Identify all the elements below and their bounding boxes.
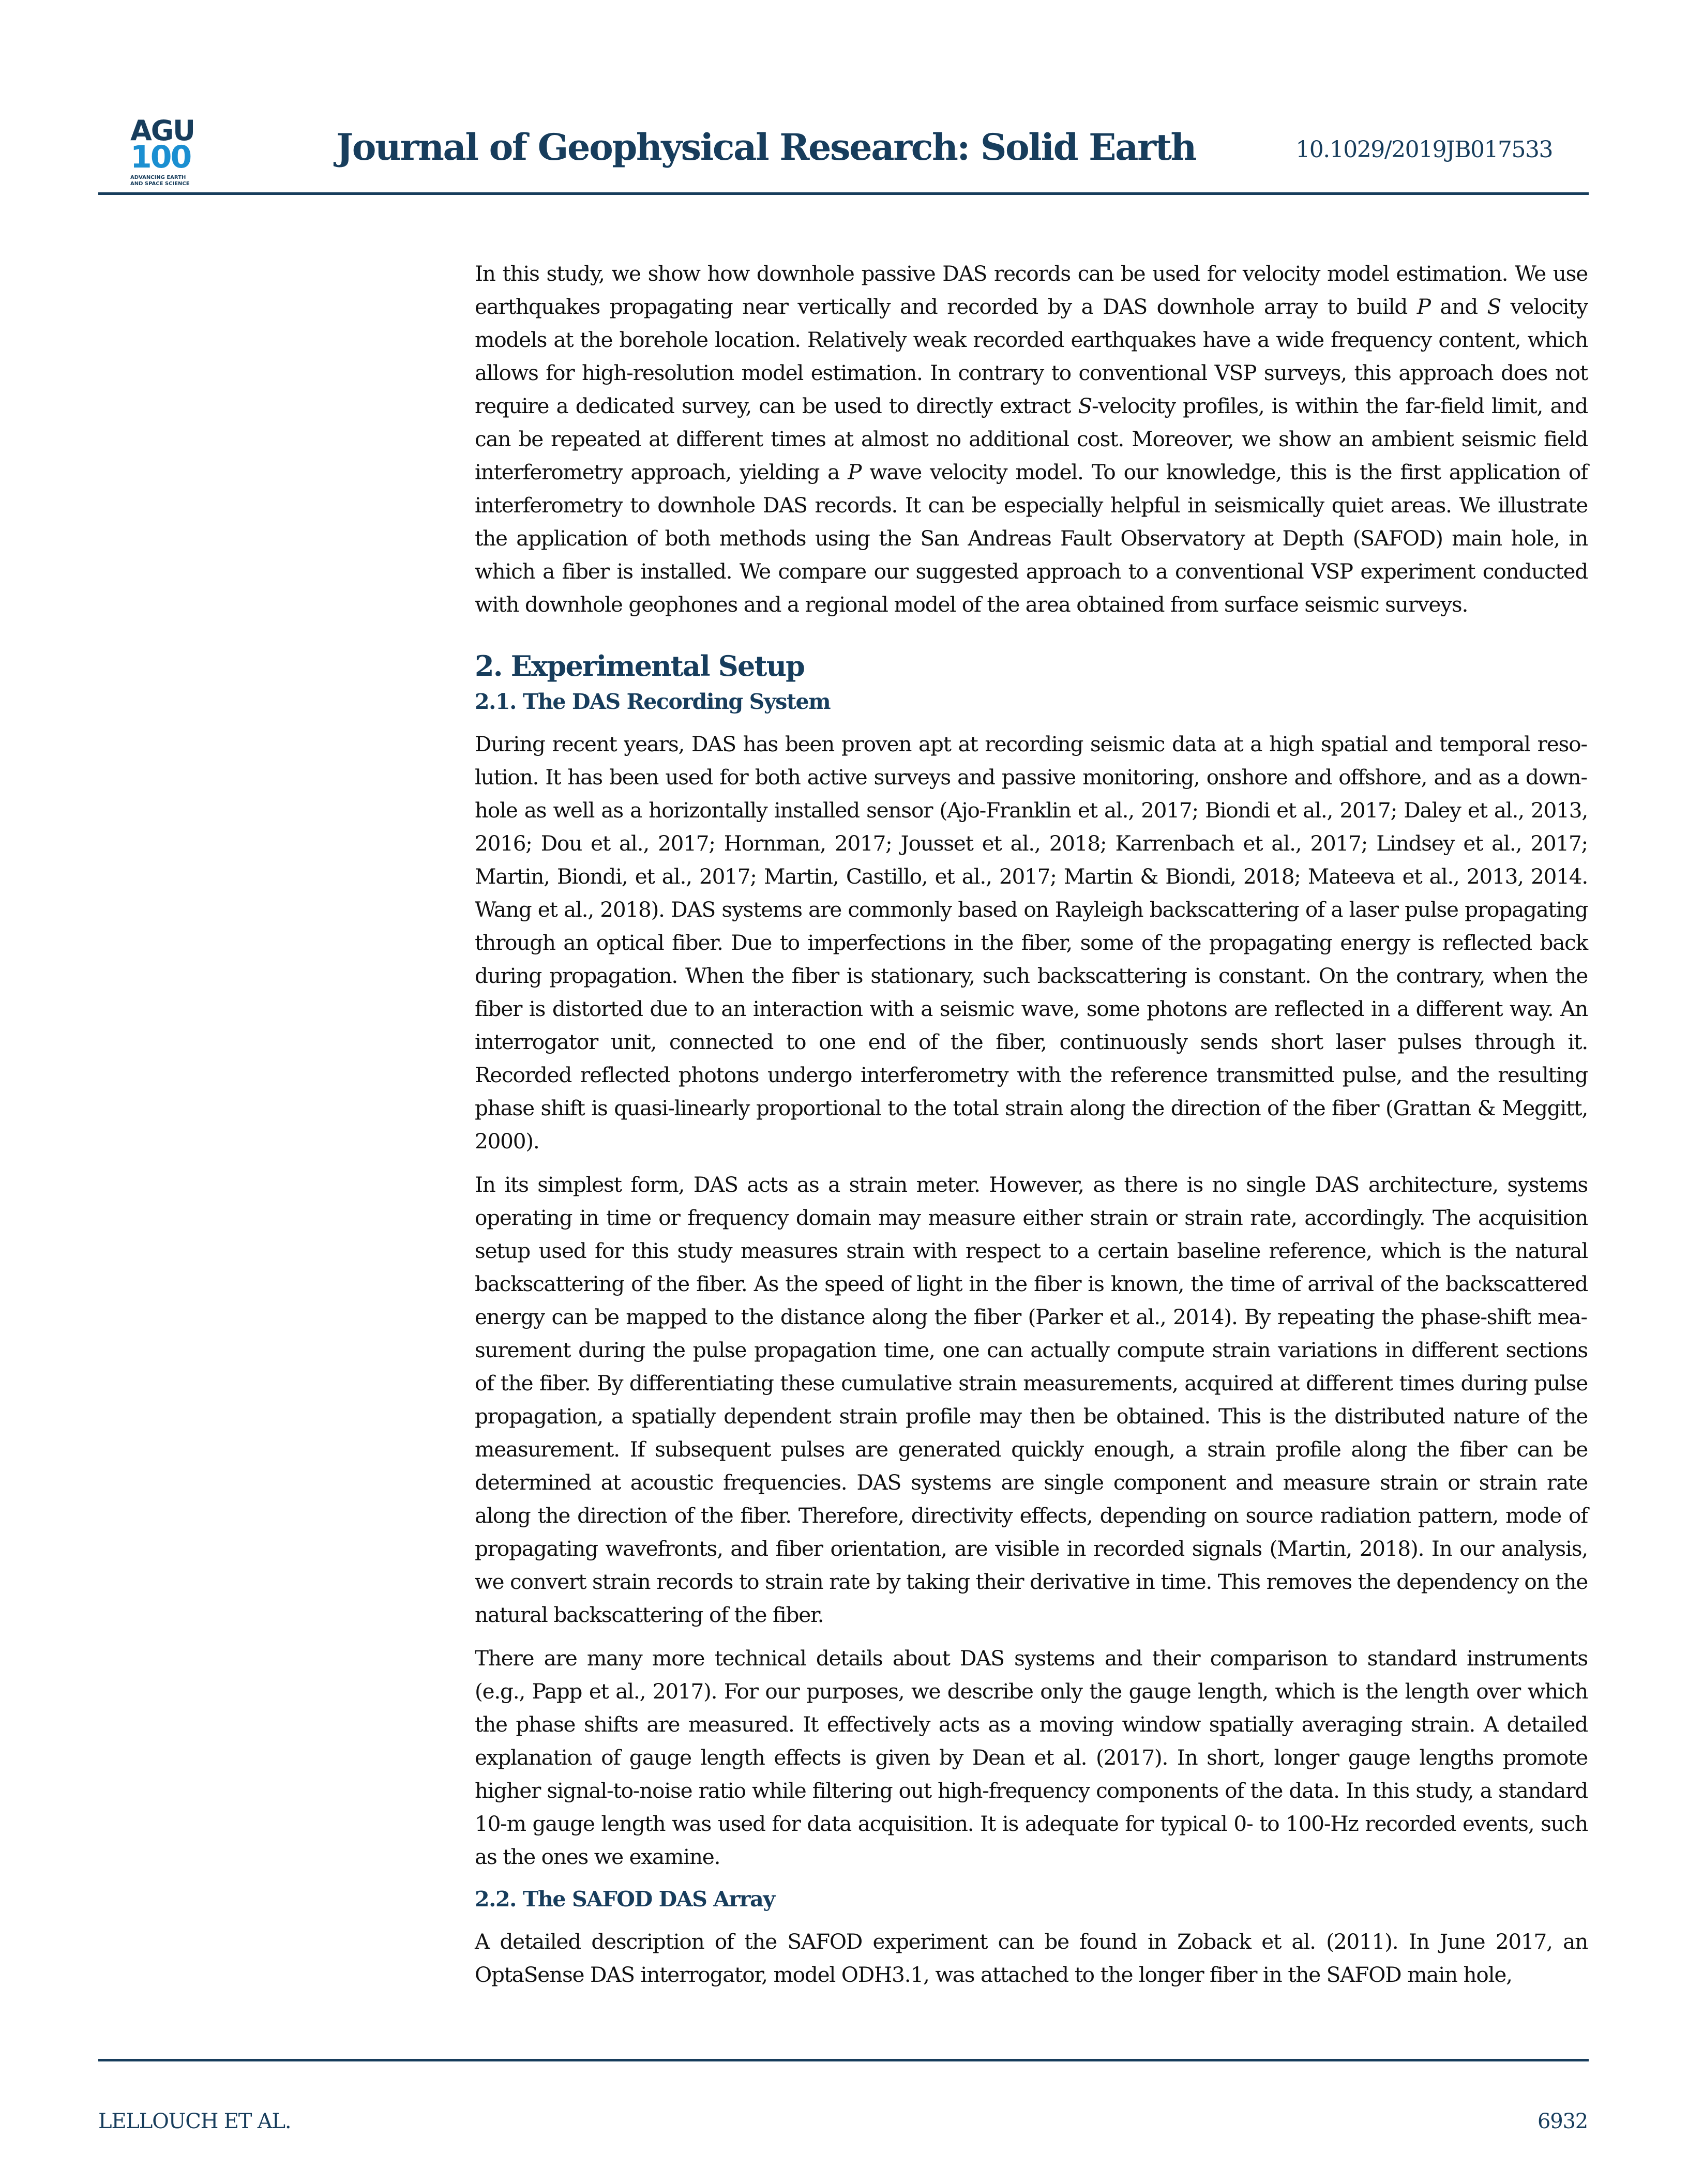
text-run: In this study, we show how downhole passive DAS records can be used for velocity model estimation. We use earthquakes propagating near vertically and recorded by a DAS downhole array to build [475, 261, 1588, 319]
italic-symbol: P [848, 460, 862, 484]
italic-symbol: P [1416, 294, 1430, 319]
logo-tagline-2: AND SPACE SCIENCE [130, 181, 190, 187]
intro-paragraph [475, 257, 1588, 621]
logo-tagline-1: ADVANCING EARTH [130, 175, 186, 180]
text-run: velocity models at the borehole location. Relatively weak recorded earthquakes have a wide frequency content, which allows for high-resolution model estimation. In contrary to conventional VSP surveys, this approach does not require a dedicated survey, can be used to directly extract [475, 294, 1588, 418]
italic-symbol: S [1078, 393, 1092, 418]
text-run: wave velocity model. To our knowledge, this is the first application of interferometry to downhole DAS records. It can be especially helpful in seismically quiet areas. We illustrate the application of both methods using the San Andreas Fault Observatory at Depth (SAFOD) main hole, in which a fiber is installed. We compare our suggested approach to a conventional VSP experiment conducted with downhole geophones and a regional model of the area obtained from surface seismic surveys. [475, 460, 1588, 617]
text-run: and [1430, 294, 1487, 319]
section-heading-experimental-setup: 2. Experimental Setup [475, 649, 805, 682]
paragraph-das-overview: During recent years, DAS has been proven apt at recording seismic data at a high spatial and temporal resolution. It has been used for both active surveys and passive monitoring, onshore and offshore, and as a downhole as well as a horizontally installed sensor (Ajo-Franklin et al., 2017; Biondi et al., 2017; Daley et al., 2013, 2016; Dou et al., 2017; Hornman, 2017; Jousset et al., 2018; Karrenbach et al., 2017; Lindsey et al., 2017; Martin, Biondi, et al., 2017; Martin, Castillo, et al., 2017; Martin & Biondi, 2018; Mateeva et al., 2013, 2014. Wang et al., 2018). DAS systems are commonly based on Rayleigh backscattering of a laser pulse propagating through an optical fiber. Due to imperfections in the fiber, some of the propagating energy is reflected back during propagation. When the fiber is stationary, such backscattering is constant. On the contrary, when the fiber is distorted due to an interaction with a seismic wave, some photons are reflected in a different way. An interrogator unit, connected to one end of the fiber, continuously sends short laser pulses through it. Recorded reflected photons undergo interferometry with the reference transmitted pulse, and the resulting phase shift is quasi-linearly proportional to the total strain along the direction of the fiber (Grattan & Meggitt, 2000). [475, 732, 1588, 1154]
subsection-heading-das-recording-system: 2.1. The DAS Recording System [475, 689, 831, 714]
footer-page-number: 6932 [1538, 2110, 1588, 2133]
logo-tagline [130, 175, 190, 187]
paragraph-safod-description: A detailed description of the SAFOD experiment can be found in Zoback et al. (2011). In June 2017, an OptaSense DAS interrogator, model ODH3.1, was attached to the longer fiber in the SAFOD main hole, [475, 1929, 1588, 1987]
subsection-heading-safod-das-array: 2.2. The SAFOD DAS Array [475, 1887, 775, 1912]
logo-100-text: 100 [130, 139, 191, 175]
header-divider [98, 192, 1589, 195]
journal-title: Journal of Geophysical Research: Solid Earth [336, 126, 1196, 169]
text-run: -velocity profiles, is within the far-field limit, and can be repeated at different times at almost no additional cost. Moreover, we show an ambient seismic field interferometry approach, yielding a [475, 393, 1588, 484]
footer-authors: LELLOUCH ET AL. [98, 2110, 291, 2133]
article-body [475, 257, 1588, 2001]
doi[interactable]: 10.1029/2019JB017533 [1295, 136, 1553, 163]
journal-logo [130, 114, 203, 190]
footer-divider [98, 2059, 1589, 2061]
paragraph-strain-meter: In its simplest form, DAS acts as a strain meter. However, as there is no single DAS architecture, systems operating in time or frequency domain may measure either strain or strain rate, accordingly. The acquisition setup used for this study measures strain with respect to a certain baseline reference, which is the natural backscattering of the fiber. As the speed of light in the fiber is known, the time of arrival of the backscattered energy can be mapped to the distance along the fiber (Parker et al., 2014). By repeating the phase-shift measurement during the pulse propagation time, one can actually compute strain variations in different sections of the fiber. By differentiating these cumulative strain measurements, acquired at different times during pulse propagation, a spatially dependent strain profile may then be obtained. This is the distributed nature of the measurement. If subsequent pulses are generated quickly enough, a strain profile along the fiber can be determined at acoustic frequencies. DAS systems are single component and measure strain or strain rate along the direction of the fiber. Therefore, directivity effects, depending on source radiation pattern, mode of propagating wavefronts, and fiber orientation, are visible in recorded signals (Martin, 2018). In our analysis, we convert strain records to strain rate by taking their derivative in time. This removes the dependency on the natural backscattering of the fiber. [475, 1172, 1588, 1627]
paragraph-gauge-length: There are many more technical details about DAS systems and their comparison to standard instruments (e.g., Papp et al., 2017). For our purposes, we describe only the gauge length, which is the length over which the phase shifts are measured. It effectively acts as a moving window spatially averaging strain. A detailed explanation of gauge length effects is given by Dean et al. (2017). In short, longer gauge lengths promote higher signal-to-noise ratio while filtering out high-frequency components of the data. In this study, a standard 10-m gauge length was used for data acquisition. It is adequate for typical 0- to 100-Hz recorded events, such as the ones we examine. [475, 1646, 1588, 1869]
italic-symbol: S [1487, 294, 1501, 319]
logo-line1: AGU [130, 114, 194, 147]
